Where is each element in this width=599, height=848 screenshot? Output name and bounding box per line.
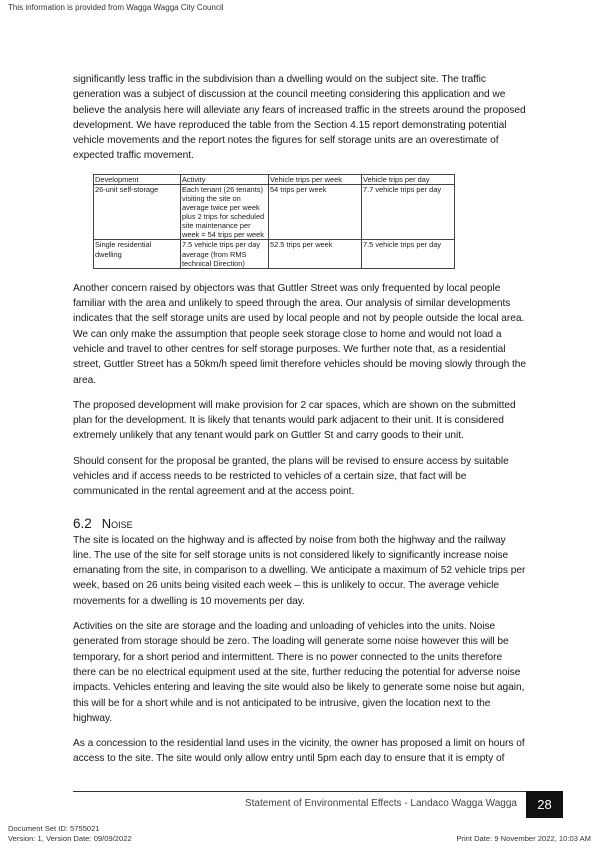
document-body: [73, 72, 526, 777]
table-header-cell: Activity: [181, 174, 269, 184]
section-heading: [73, 516, 526, 531]
consent-paragraph: Should consent for the proposal be granted, the plans will be revised to ensure access by suitable vehicles and if access needs to be restricted to vehicles of a certain size, that fact will be communicated in the rental agreement and at the access point.: [73, 455, 509, 498]
intro-paragraph: significantly less traffic in the subdivision than a dwelling would on the subject site. The traffic generation was a subject of discussion at the council meeting considering this application and we believe the analysis here will alleviate any fears of increased traffic in the streets around the proposed development. We have reproduced the table from the Section 4.15 report demonstrating potential vehicle movements and the report notes the figures for self storage units are an overestimate of expected traffic movement.: [73, 74, 526, 162]
footer-document-title: Statement of Environmental Effects - Landaco Wagga Wagga: [244, 798, 517, 809]
table-header-cell: Vehicle trips per week: [269, 174, 362, 184]
table-cell: 7.5 vehicle trips per day: [362, 240, 455, 268]
document-meta: [8, 824, 132, 844]
footer-divider: [73, 791, 526, 792]
table-cell: 54 trips per week: [269, 184, 362, 240]
table-header-cell: Vehicle trips per day: [362, 174, 455, 184]
guttler-street-paragraph: Another concern raised by objectors was that Guttler Street was only frequented by local people familiar with the area and unlikely to speed through the area. Our analysis of similar developments indicates that the self storage units are used by local people and not by people outside the local area. We can only make the assumption that people seek storage close to home and would not load a vehicle and travel to other centres for self storage purposes. We further note that, as a residential street, Guttler Street has a 50km/h speed limit therefore vehicles should be moving slowly through the area.: [73, 282, 527, 386]
table-row: [94, 240, 455, 268]
table-header-cell: Development: [94, 174, 181, 184]
table-cell: Each tenant (26 tenants) visiting the site on average twice per week plus 2 trips for scheduled site maintenance per week = 54 trips per week: [181, 184, 269, 240]
table-cell: 7.5 vehicle trips per day average (from RMS technical Direction): [181, 240, 269, 268]
noise-paragraph-2: Activities on the site are storage and the loading and unloading of vehicles into the units. Noise generated from storage should be zero. The loading will generate some noise however this will be temporary, for a short period and intermittent. There is no power connected to the units therefore there can be no electrical equipment used at the site, further reducing the potential for adverse noise impacts. Vehicles entering and leaving the site would also be likely to generate some noise but again, this will be for a short while and is not anticipated to be intrusive, given the location next to the highway.: [73, 621, 525, 724]
noise-paragraph-1: The site is located on the highway and is affected by noise from both the highway and the railway line. The use of the site for self storage units is not considered likely to significantly increase noise emanating from the site, in comparison to a dwelling. We anticipate a maximum of 52 vehicle trips per week, based on 26 units being visited each week – this is unlikely to occur. The average vehicle movements for a dwelling is 10 movements per day.: [73, 534, 526, 607]
parking-paragraph: The proposed development will make provision for 2 car spaces, which are shown on the submitted plan for the development. It is likely that tenants would park adjacent to their unit. It is considered extremely unlikely that any tenant would park on Guttler St and carry goods to their unit.: [73, 399, 516, 442]
section-title: Noise: [101, 515, 133, 531]
print-date: Print Date: 9 November 2022, 10:03 AM: [456, 834, 591, 843]
document-set-id: Document Set ID: 5755021: [8, 824, 100, 833]
version-info: Version: 1, Version Date: 09/09/2022: [8, 834, 132, 843]
section-number: 6.2: [73, 515, 92, 531]
page-number-badge: 28: [526, 791, 563, 818]
table-row: [94, 184, 455, 240]
noise-paragraph-3: As a concession to the residential land uses in the vicinity, the owner has proposed a limit on hours of access to the site. The site would only allow entry until 5pm each day to ensure that it is empty of: [73, 738, 525, 765]
traffic-generation-table: [93, 174, 455, 269]
table-cell: 7.7 vehicle trips per day: [362, 184, 455, 240]
source-notice: This information is provided from Wagga Wagga City Council: [8, 3, 224, 12]
table-header-row: [94, 174, 455, 184]
table-cell: Single residential dwelling: [94, 240, 181, 268]
table-cell: 26-unit self-storage: [94, 184, 181, 240]
table-cell: 52.5 trips per week: [269, 240, 362, 268]
